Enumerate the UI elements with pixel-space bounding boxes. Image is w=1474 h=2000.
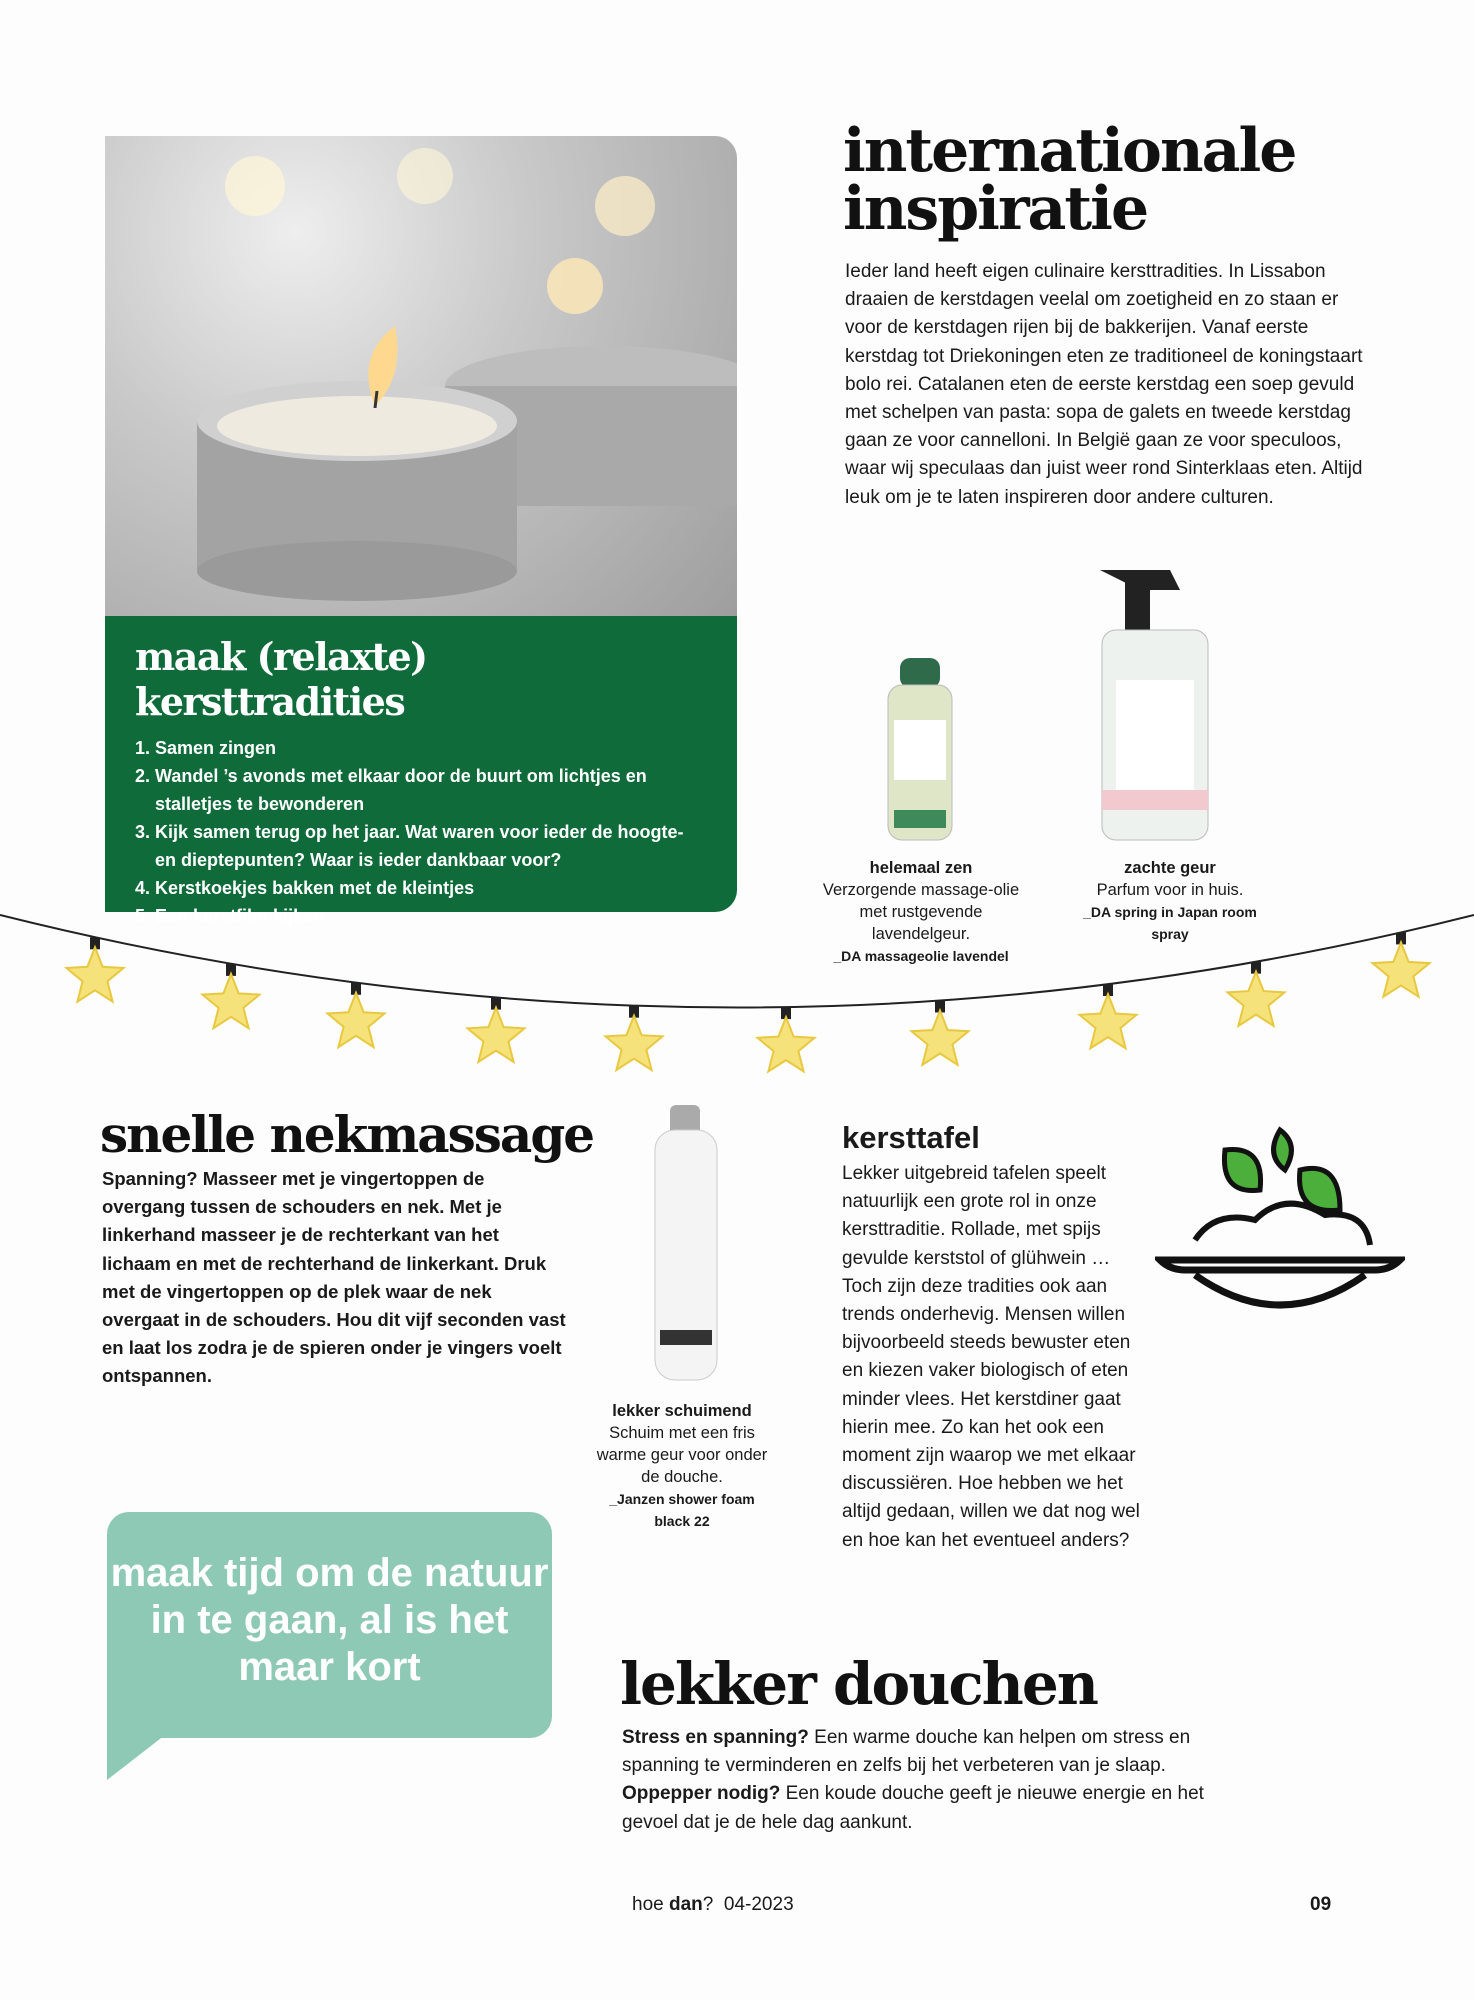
page-number: 09 xyxy=(1310,1894,1332,1915)
traditions-title: maak (relaxte) kersttradities xyxy=(135,634,427,724)
product-desc: Parfum voor in huis. xyxy=(1096,881,1244,899)
issue-number: 04-2023 xyxy=(723,1894,794,1915)
kersttafel-title: kersttafel xyxy=(842,1120,980,1155)
star-light-string xyxy=(0,900,1474,1100)
douchen-a1: Een warme douche kan helpen om stress en spanning te verminderen en zelfs bij het verbeteren van je slaap. xyxy=(622,1727,1191,1777)
candle-photo xyxy=(105,136,737,616)
douchen-q1: Stress en spanning? xyxy=(622,1727,809,1748)
magazine-name: hoe xyxy=(632,1894,669,1915)
douchen-body xyxy=(622,1724,1222,1837)
quote-text: maak tijd om de natuur in te gaan, al is het maar kort xyxy=(110,1551,549,1689)
tradition-item: 1. Samen zingen xyxy=(135,738,277,758)
star-light-icon xyxy=(468,998,525,1062)
product-title: zachte geur xyxy=(1124,859,1216,877)
product-title: helemaal zen xyxy=(869,859,973,877)
star-light-icon xyxy=(328,983,385,1047)
product-name: _Janzen shower foam black 22 xyxy=(609,1491,755,1529)
douchen-a2: Een koude douche geeft je nieuwe energie en het gevoel dat je de hele dag aankunt. xyxy=(622,1783,1204,1833)
star-light-icon xyxy=(606,1006,663,1070)
traditions-box xyxy=(105,616,737,926)
tradition-item: 3. Kijk samen terug op het jaar. Wat waren voor ieder de hoogte- en dieptepunten? Waar is ieder dankbaar voor? xyxy=(135,822,684,870)
product-desc: Verzorgende massage-olie met rustgevende lavendelgeur. xyxy=(822,881,1020,943)
douchen-title: lekker douchen xyxy=(620,1650,1097,1718)
shower-foam-can xyxy=(650,1105,725,1385)
magazine-name-bold: dan xyxy=(668,1894,703,1915)
product-name: _DA spring in Japan room spray xyxy=(1083,904,1257,942)
star-light-icon xyxy=(912,1000,969,1064)
nek-title: snelle nekmassage xyxy=(100,1105,594,1164)
tradition-item: 5. Een kerstfilm kijken xyxy=(135,906,325,926)
kersttafel-body: Lekker uitgebreid tafelen speelt natuurlijk een grote rol in onze kersttraditie. Rollade, met spijs gevulde kerststol of glühwein … Toch zijn deze tradities ook aan trends onderhevig. Mensen willen bijvoorbeeld steeds bewuster eten en kiezen vaker biologisch of eten minder vlees. Het kerstdiner gaat hierin mee. Zo kan het ook een moment zijn waarop we met elkaar discussiëren. Hoe hebben we het altijd gedaan, willen we dat nog wel en hoe kan het eventueel anders? xyxy=(842,1163,1140,1551)
magazine-name-q: ? xyxy=(702,1894,714,1915)
star-light-icon xyxy=(203,964,260,1028)
product-photos xyxy=(880,560,1220,850)
intl-body: Ieder land heeft eigen culinaire kersttradities. In Lissabon draaien de kerstdagen veelal om zoetigheid en zo staan er voor de kerstdagen rijen bij de bakkerijen. Vanaf eerste kerstdag tot Driekoningen eten ze traditioneel de koningstaart bolo rei. Catalanen eten de eerste kerstdag een soep gevuld met schelpen van pasta: sopa de galets en tweede kerstdag gaan ze voor cannelloni. In België gaan ze voor speculoos, waar wij speculaas dan juist weer rond Sinterklaas eten. Altijd leuk om je te laten inspireren door andere culturen. xyxy=(845,261,1363,508)
star-light-icon xyxy=(758,1007,815,1071)
star-light-icon xyxy=(1373,932,1430,996)
nek-body: Spanning? Masseer met je vingertoppen de overgang tussen de schouders en nek. Met je linkerhand masseer je de rechterkant van het lichaam en met de rechterhand de linkerkant. Druk met de vingertoppen op de plek waar de nek overgaat in de schouders. Hou dit vijf seconden vast en laat los zodra je de spieren onder je vingers voelt ontspannen. xyxy=(102,1168,566,1387)
intl-title xyxy=(843,116,1296,244)
star-light-icon xyxy=(1228,962,1285,1026)
star-light-icon xyxy=(67,937,124,1001)
intl-title-line: internationale xyxy=(843,116,1296,186)
douchen-q2: Oppepper nodig? xyxy=(622,1783,781,1805)
star-light-icon xyxy=(1080,984,1137,1048)
room-spray-bottle xyxy=(1100,570,1208,840)
tradition-item: 4. Kerstkoekjes bakken met de kleintjes xyxy=(135,878,475,898)
plant-bowl-icon xyxy=(1155,1120,1405,1330)
product-title: lekker schuimend xyxy=(612,1402,752,1420)
footer-magazine xyxy=(632,1894,794,1916)
product-caption-foam xyxy=(592,1400,772,1532)
product-desc: Schuim met een fris warme geur voor onder de douche. xyxy=(596,1424,768,1486)
candle-illustration xyxy=(105,136,737,616)
intl-title-line: inspiratie xyxy=(843,174,1148,244)
product-name: _DA massageolie lavendel xyxy=(833,948,1009,964)
quote-bubble xyxy=(107,1512,552,1738)
tradition-item: 2. Wandel ’s avonds met elkaar door de buurt om lichtjes en stalletjes te bewonderen xyxy=(135,766,647,814)
massage-oil-bottle xyxy=(888,658,952,840)
